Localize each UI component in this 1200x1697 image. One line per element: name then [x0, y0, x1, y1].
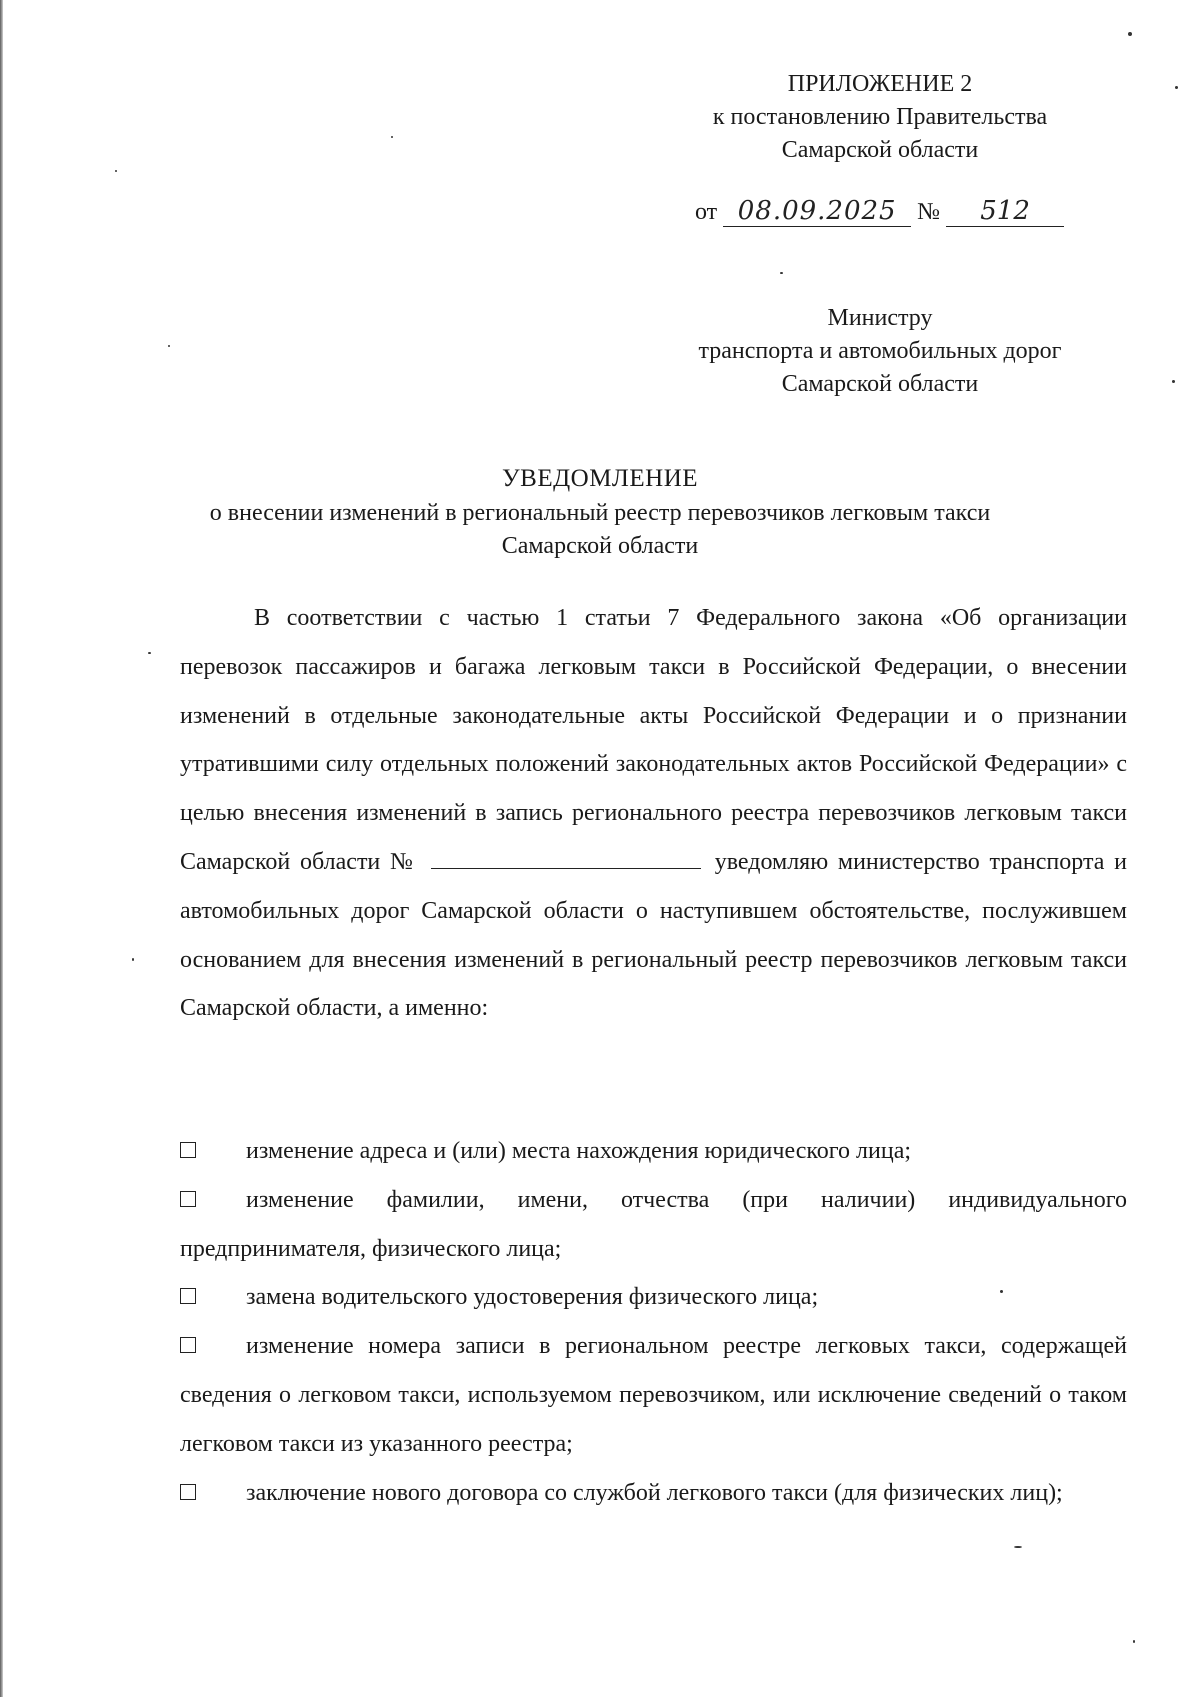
appendix-region: Самарской области: [781, 137, 979, 163]
checkbox[interactable]: [180, 1484, 196, 1500]
checkbox[interactable]: [180, 1288, 196, 1304]
change-options-list: [180, 1127, 1127, 1517]
appendix-subtitle: к постановлению Правительства: [712, 104, 1048, 130]
addressee-line-2: транспорта и автомобильных дорог: [698, 338, 1062, 364]
list-item: [180, 1176, 1127, 1274]
decree-from-label: от: [695, 199, 718, 225]
body-text-after-blank: уведомляю министерство транспорта и автомобильных дорог Самарской области о наступившем обстоятельстве, послужившем основанием для внесения изменений в региональный реестр перевозчиков легковым такси Самарской области, а именно:: [180, 848, 1127, 1022]
scan-speck: [1175, 86, 1178, 89]
scan-speck: [780, 272, 783, 274]
list-item-label: изменение адреса и (или) места нахождения юридического лица;: [246, 1138, 912, 1164]
scan-edge: [0, 0, 3, 1697]
list-item-label: заключение нового договора со службой легкового такси (для физических лиц);: [246, 1479, 1063, 1506]
list-item: [180, 1469, 1127, 1518]
decree-reference: [695, 196, 1064, 227]
scan-speck: [1000, 1290, 1003, 1293]
scan-speck: [1128, 32, 1132, 36]
list-item: [180, 1322, 1127, 1468]
checkbox[interactable]: [180, 1142, 196, 1158]
addressee: [640, 302, 1120, 401]
body-text-before-blank: В соответствии с частью 1 статьи 7 Федерального закона «Об организации перевозок пассажиров и багажа легковым такси в Российской Федерации, о внесении изменений в отдельные законодательные акты Российской Федерации и о признании утратившими силу отдельных положений законодательных актов Российской Федерации» с целью внесения изменений в запись регионального реестра перевозчиков легковым такси Самарской области №: [180, 605, 1127, 875]
list-item-label: замена водительского удостоверения физического лица;: [246, 1284, 819, 1311]
scan-speck: [1133, 1640, 1135, 1643]
addressee-line-3: Самарской области: [781, 371, 979, 397]
notice-subtitle-line-1: о внесении изменений в региональный реестр перевозчиков легковым такси: [209, 500, 991, 526]
checkbox[interactable]: [180, 1191, 196, 1207]
notice-body: [180, 594, 1127, 1033]
decree-number: 512: [946, 196, 1064, 227]
scan-speck: [391, 136, 393, 138]
decree-number-label: №: [917, 199, 941, 225]
scan-speck: [1014, 1546, 1022, 1548]
appendix-title: ПРИЛОЖЕНИЕ 2: [787, 71, 973, 97]
scan-speck: [115, 170, 117, 172]
appendix-header: [660, 68, 1100, 167]
scan-speck: [1172, 380, 1175, 383]
list-item-label: изменение фамилии, имени, отчества (при наличии) индивидуального предпринимателя, физического лица;: [180, 1186, 1127, 1262]
notice-title: УВЕДОМЛЕНИЕ: [501, 465, 699, 492]
scan-speck: [132, 958, 134, 961]
notice-subtitle-line-2: Самарской области: [501, 533, 699, 559]
list-item: [180, 1273, 1127, 1322]
decree-date: 08.09.2025: [723, 196, 911, 227]
notice-subtitle: [0, 497, 1200, 563]
list-item-label: изменение номера записи в региональном реестре легковых такси, содержащей сведения о легковом такси, используемом перевозчиком, или исключение сведений о таком легковом такси из указанного реестра;: [180, 1333, 1127, 1457]
scan-speck: [168, 345, 170, 347]
register-number-blank: [431, 844, 701, 869]
scan-speck: [148, 652, 151, 654]
list-item: [180, 1127, 1127, 1176]
checkbox[interactable]: [180, 1337, 196, 1353]
addressee-line-1: Министру: [827, 305, 933, 331]
